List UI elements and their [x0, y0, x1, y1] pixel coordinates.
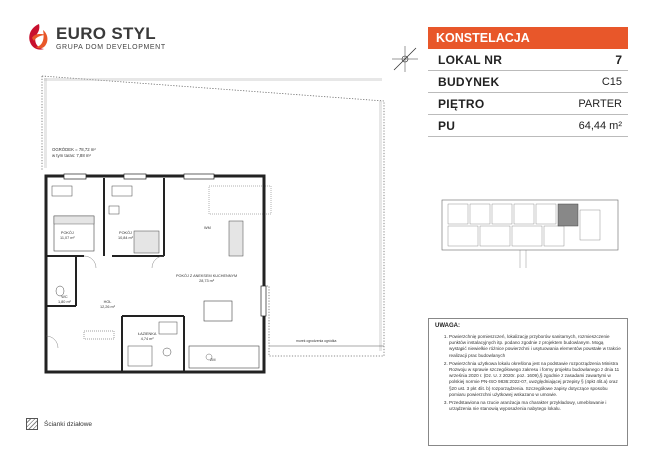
info-label: LOKAL NR [438, 52, 503, 67]
room-area: 1,80 m² [58, 300, 71, 304]
note-item: 1. Powierzchnię pomieszczeń, lokalizację przyborów sanitarnych, rozmieszczenie punktów instalacyjnych itp. podano zgodnie z projektem budowlanym. Mogą wystąpić niewielkie różnice powierzchni i usytuowania elementów powstałe w trakcie realizacji prac budowlanych [449, 334, 621, 359]
room-name: HOL [103, 300, 112, 304]
info-label: PU [438, 118, 456, 133]
garden-area-label [52, 147, 96, 158]
info-row-building [428, 71, 628, 93]
info-value: PARTER [578, 97, 622, 110]
project-title: KONSTELACJA [428, 27, 628, 49]
info-value: 7 [615, 52, 622, 67]
room-label-bedroom-1 [60, 231, 75, 241]
notes-list [435, 334, 621, 412]
note-item: 3. Przedstawiona na rzucie aranżacja ma charakter przykładowy, umeblowanie i urządzenia nie stanowią wyposażenia nabytego lokalu. [449, 400, 621, 412]
garden-area-text: OGRÓDEK = 78,72 m² [52, 147, 96, 152]
room-name: POKÓJ [119, 231, 132, 235]
info-label: BUDYNEK [438, 74, 500, 89]
room-label-bathroom [138, 332, 156, 342]
note-item: 2. Powierzchnia użytkowa lokalu określona jest na podstawie rozporządzenia Ministra Rozwoju w sprawie szczegółowego zakresu i formy projektu budowlanego z dnia 11 września 2020 r. (Dz. U. z 2020r. poz. 1609),§ zgodnie z zasadami zawartymi w polskiej normie PN-ISO 9836:2022-07, uwzględniającej przepisy § (4pkt 4lit.a) oraz §20 ust. 3 pkt 4lit. b) rozporządzenia. Szczegółowe zapisy dotyczące sposobu pomiaru powierzchni użytkowej wskazano w umowie. [449, 361, 621, 398]
room-label-living [176, 274, 237, 284]
info-row-floor [428, 93, 628, 115]
floor-plan-drawing [24, 56, 394, 406]
room-area: 4,74 m² [140, 337, 154, 341]
room-label-wc [58, 295, 71, 305]
room-name: POKÓJ [60, 231, 74, 235]
info-row-area [428, 115, 628, 137]
info-row-unit [428, 49, 628, 71]
euro-styl-logo [26, 22, 166, 54]
room-area: 12,26 m² [100, 305, 115, 309]
wm-label: WM [204, 226, 211, 230]
legend-label: Ścianki działowe [44, 420, 93, 428]
terrace-area-text: w tym taras: 7,88 m² [52, 152, 91, 158]
room-label-bedroom-2 [118, 231, 133, 241]
site-key-plan [440, 190, 620, 270]
info-label: PIĘTRO [438, 96, 485, 111]
room-label-hall [100, 300, 115, 310]
info-value: 64,44 m² [578, 119, 622, 132]
room-area: 11,07 m² [60, 236, 75, 240]
room-name: POKÓJ Z ANEKSEM KUCHENNYM [176, 274, 238, 278]
info-value: C15 [601, 75, 622, 88]
room-area: 28,73 m² [199, 279, 215, 283]
room-area: 10,84 m² [118, 236, 133, 240]
dw-label: ZM [210, 358, 216, 362]
notes-heading: UWAGA: [435, 323, 460, 329]
info-panel [428, 27, 628, 137]
brand-subtitle: GRUPA DOM DEVELOPMENT [56, 44, 166, 51]
room-name: WC [61, 295, 68, 299]
fence-label: murek ogrodzenia ogródka [296, 339, 337, 343]
room-name: ŁAZIENKA [138, 332, 157, 336]
partition-wall-swatch [26, 418, 38, 430]
legend [26, 418, 92, 430]
brand-name: EURO STYL [56, 24, 156, 43]
notes-panel [428, 318, 628, 446]
flame-logo-icon [26, 22, 52, 52]
